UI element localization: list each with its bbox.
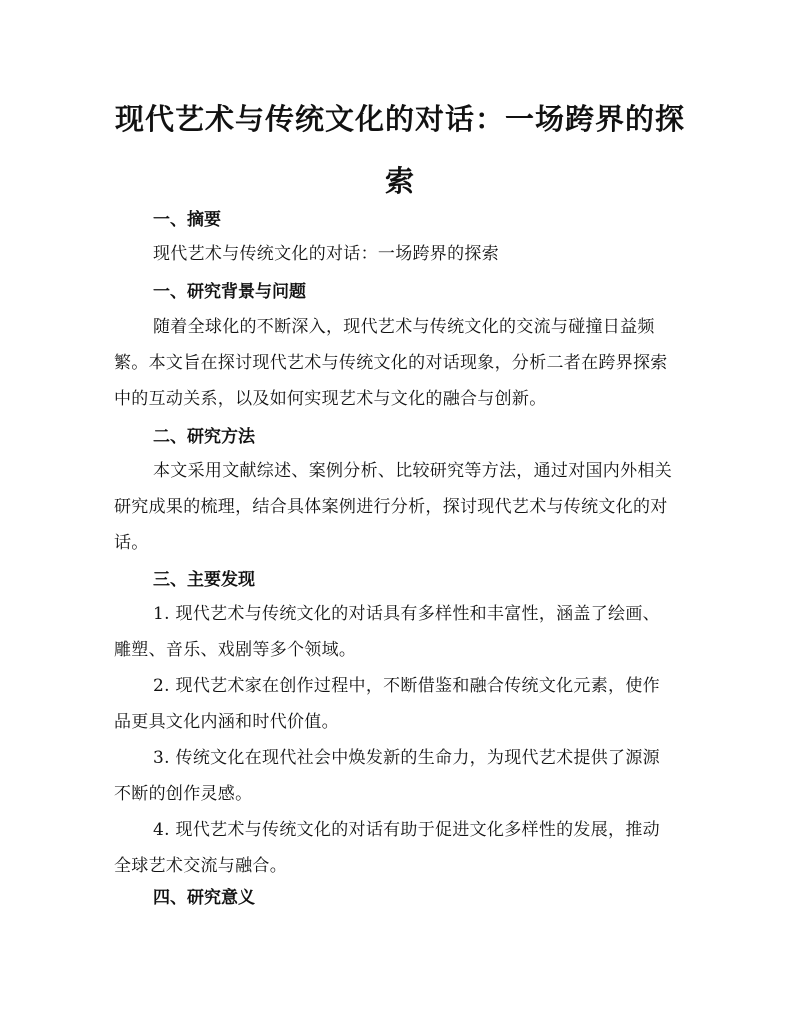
section-heading-background: 一、研究背景与问题 xyxy=(153,282,306,302)
finding-item-4: 4. 现代艺术与传统文化的对话有助于促进文化多样性的发展，推动全球艺术交流与融合。 xyxy=(114,820,660,876)
section-heading-findings: 三、主要发现 xyxy=(153,570,255,590)
section-heading-significance: 四、研究意义 xyxy=(153,888,255,908)
abstract-paragraph: 现代艺术与传统文化的对话：一场跨界的探索 xyxy=(153,244,499,264)
background-paragraph: 随着全球化的不断深入，现代艺术与传统文化的交流与碰撞日益频繁。本文旨在探讨现代艺术与传统文化的对话现象，分析二者在跨界探索中的互动关系，以及如何实现艺术与文化的融合与创新。 xyxy=(114,317,668,409)
section-heading-methods: 二、研究方法 xyxy=(153,427,255,447)
section-heading-abstract: 一、摘要 xyxy=(153,210,221,230)
finding-item-3: 3. 传统文化在现代社会中焕发新的生命力，为现代艺术提供了源源不断的创作灵感。 xyxy=(114,748,660,804)
methods-paragraph: 本文采用文献综述、案例分析、比较研究等方法，通过对国内外相关研究成果的梳理，结合具体案例进行分析，探讨现代艺术与传统文化的对话。 xyxy=(114,461,672,553)
document-title: 现代艺术与传统文化的对话：一场跨界的探索 xyxy=(114,102,685,198)
finding-item-2: 2. 现代艺术家在创作过程中，不断借鉴和融合传统文化元素，使作品更具文化内涵和时代价值。 xyxy=(114,676,660,732)
finding-item-1: 1. 现代艺术与传统文化的对话具有多样性和丰富性，涵盖了绘画、雕塑、音乐、戏剧等多个领域。 xyxy=(114,604,660,660)
